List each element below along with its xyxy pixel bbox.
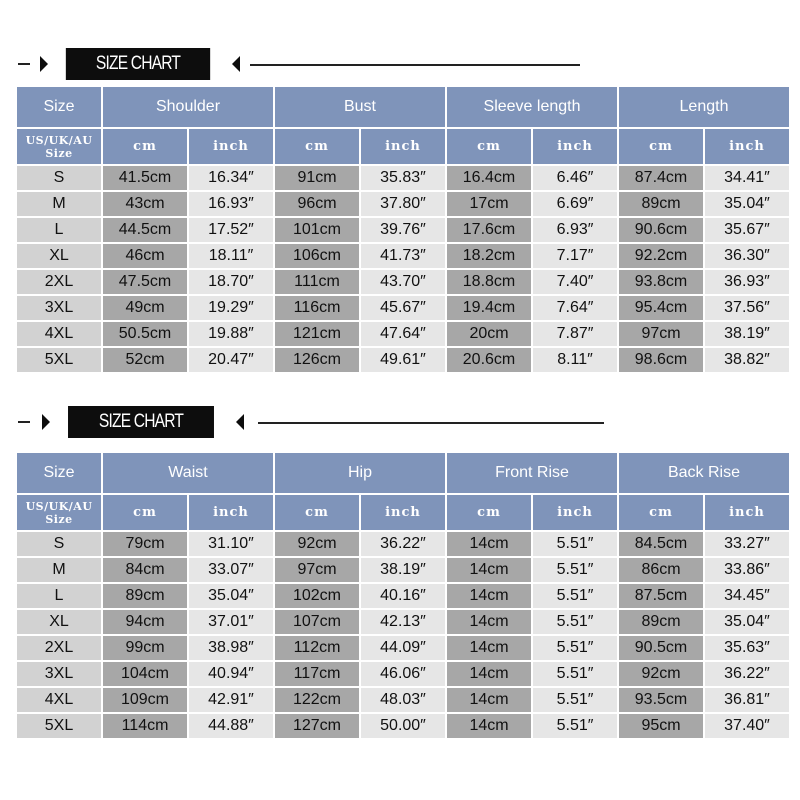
banner-rule	[250, 64, 580, 66]
size-cell: S	[17, 166, 101, 190]
column-header: Waist	[103, 453, 273, 493]
size-cell: 3XL	[17, 662, 101, 686]
cm-cell: 79cm	[103, 532, 187, 556]
size-cell: M	[17, 558, 101, 582]
inch-cell: 5.51″	[533, 558, 617, 582]
inch-cell: 44.09″	[361, 636, 445, 660]
unit-cm: cm	[275, 495, 359, 530]
banner-dash	[18, 63, 30, 65]
table-row	[17, 584, 789, 608]
banner-notch-right	[232, 56, 240, 72]
table-row	[17, 610, 789, 634]
cm-cell: 101cm	[275, 218, 359, 242]
size-cell: 2XL	[17, 270, 101, 294]
inch-cell: 6.93″	[533, 218, 617, 242]
table-row	[17, 558, 789, 582]
cm-cell: 102cm	[275, 584, 359, 608]
unit-cm: cm	[447, 495, 531, 530]
column-header: Length	[619, 87, 789, 127]
inch-cell: 7.40″	[533, 270, 617, 294]
inch-cell: 33.07″	[189, 558, 273, 582]
inch-cell: 50.00″	[361, 714, 445, 738]
unit-row	[17, 495, 789, 530]
cm-cell: 90.5cm	[619, 636, 703, 660]
inch-cell: 8.11″	[533, 348, 617, 372]
inch-cell: 44.88″	[189, 714, 273, 738]
size-cell: XL	[17, 610, 101, 634]
cm-cell: 111cm	[275, 270, 359, 294]
unit-cm: cm	[447, 129, 531, 164]
header-row	[17, 453, 789, 493]
inch-cell: 40.94″	[189, 662, 273, 686]
unit-inch: inch	[705, 495, 789, 530]
inch-cell: 5.51″	[533, 662, 617, 686]
cm-cell: 127cm	[275, 714, 359, 738]
banner-notch-right	[236, 414, 244, 430]
unit-cm: cm	[275, 129, 359, 164]
cm-cell: 14cm	[447, 688, 531, 712]
size-header: Size	[17, 87, 101, 127]
inch-cell: 35.83″	[361, 166, 445, 190]
cm-cell: 99cm	[103, 636, 187, 660]
cm-cell: 95cm	[619, 714, 703, 738]
inch-cell: 19.88″	[189, 322, 273, 346]
inch-cell: 34.41″	[705, 166, 789, 190]
size-sub-header	[17, 129, 101, 164]
cm-cell: 86cm	[619, 558, 703, 582]
size-sub-line: US/UK/AU	[25, 133, 93, 147]
cm-cell: 14cm	[447, 532, 531, 556]
inch-cell: 38.19″	[705, 322, 789, 346]
cm-cell: 116cm	[275, 296, 359, 320]
cm-cell: 87.5cm	[619, 584, 703, 608]
inch-cell: 16.93″	[189, 192, 273, 216]
cm-cell: 94cm	[103, 610, 187, 634]
unit-inch: inch	[361, 129, 445, 164]
inch-cell: 6.46″	[533, 166, 617, 190]
inch-cell: 36.30″	[705, 244, 789, 268]
size-chart-banner-1	[0, 44, 800, 84]
cm-cell: 43cm	[103, 192, 187, 216]
inch-cell: 18.70″	[189, 270, 273, 294]
cm-cell: 109cm	[103, 688, 187, 712]
cm-cell: 89cm	[103, 584, 187, 608]
inch-cell: 31.10″	[189, 532, 273, 556]
inch-cell: 36.93″	[705, 270, 789, 294]
unit-inch: inch	[361, 495, 445, 530]
cm-cell: 92cm	[619, 662, 703, 686]
inch-cell: 5.51″	[533, 688, 617, 712]
table-row	[17, 532, 789, 556]
inch-cell: 6.69″	[533, 192, 617, 216]
inch-cell: 43.70″	[361, 270, 445, 294]
size-sub-line: Size	[45, 146, 73, 160]
inch-cell: 5.51″	[533, 610, 617, 634]
cm-cell: 41.5cm	[103, 166, 187, 190]
cm-cell: 92cm	[275, 532, 359, 556]
cm-cell: 114cm	[103, 714, 187, 738]
size-cell: S	[17, 532, 101, 556]
cm-cell: 20cm	[447, 322, 531, 346]
inch-cell: 33.86″	[705, 558, 789, 582]
inch-cell: 35.04″	[705, 610, 789, 634]
size-header: Size	[17, 453, 101, 493]
inch-cell: 35.04″	[705, 192, 789, 216]
inch-cell: 36.22″	[361, 532, 445, 556]
inch-cell: 38.19″	[361, 558, 445, 582]
table-row	[17, 296, 789, 320]
unit-row	[17, 129, 789, 164]
inch-cell: 5.51″	[533, 714, 617, 738]
inch-cell: 39.76″	[361, 218, 445, 242]
unit-cm: cm	[619, 129, 703, 164]
inch-cell: 40.16″	[361, 584, 445, 608]
banner-title: SIZE CHART	[66, 48, 210, 80]
inch-cell: 47.64″	[361, 322, 445, 346]
cm-cell: 46cm	[103, 244, 187, 268]
column-header: Front Rise	[447, 453, 617, 493]
table-row	[17, 714, 789, 738]
table-row	[17, 322, 789, 346]
banner-dash	[18, 421, 30, 423]
inch-cell: 7.64″	[533, 296, 617, 320]
cm-cell: 49cm	[103, 296, 187, 320]
unit-inch: inch	[533, 129, 617, 164]
size-cell: 4XL	[17, 322, 101, 346]
cm-cell: 104cm	[103, 662, 187, 686]
inch-cell: 35.63″	[705, 636, 789, 660]
inch-cell: 48.03″	[361, 688, 445, 712]
table-row	[17, 348, 789, 372]
size-chart-banner-2	[0, 402, 800, 442]
table-row	[17, 688, 789, 712]
unit-cm: cm	[103, 495, 187, 530]
inch-cell: 7.87″	[533, 322, 617, 346]
table-body	[17, 166, 789, 372]
banner-rule	[258, 422, 604, 424]
inch-cell: 49.61″	[361, 348, 445, 372]
cm-cell: 14cm	[447, 636, 531, 660]
size-cell: 3XL	[17, 296, 101, 320]
inch-cell: 38.82″	[705, 348, 789, 372]
inch-cell: 38.98″	[189, 636, 273, 660]
column-header: Back Rise	[619, 453, 789, 493]
size-cell: 4XL	[17, 688, 101, 712]
cm-cell: 14cm	[447, 714, 531, 738]
inch-cell: 41.73″	[361, 244, 445, 268]
inch-cell: 42.91″	[189, 688, 273, 712]
cm-cell: 14cm	[447, 558, 531, 582]
size-sub-line: US/UK/AU	[25, 499, 93, 513]
cm-cell: 112cm	[275, 636, 359, 660]
cm-cell: 84cm	[103, 558, 187, 582]
unit-cm: cm	[619, 495, 703, 530]
inch-cell: 37.01″	[189, 610, 273, 634]
cm-cell: 87.4cm	[619, 166, 703, 190]
table-row	[17, 662, 789, 686]
size-sub-line: Size	[45, 512, 73, 526]
cm-cell: 44.5cm	[103, 218, 187, 242]
inch-cell: 5.51″	[533, 532, 617, 556]
table-row	[17, 166, 789, 190]
inch-cell: 18.11″	[189, 244, 273, 268]
inch-cell: 37.40″	[705, 714, 789, 738]
cm-cell: 106cm	[275, 244, 359, 268]
cm-cell: 126cm	[275, 348, 359, 372]
inch-cell: 17.52″	[189, 218, 273, 242]
size-cell: 2XL	[17, 636, 101, 660]
inch-cell: 37.56″	[705, 296, 789, 320]
size-sub-header	[17, 495, 101, 530]
cm-cell: 17cm	[447, 192, 531, 216]
cm-cell: 90.6cm	[619, 218, 703, 242]
cm-cell: 16.4cm	[447, 166, 531, 190]
banner-title: SIZE CHART	[68, 406, 214, 438]
banner-notch-left	[42, 414, 50, 430]
column-header: Bust	[275, 87, 445, 127]
cm-cell: 89cm	[619, 610, 703, 634]
size-chart-table-2	[15, 451, 791, 740]
cm-cell: 121cm	[275, 322, 359, 346]
cm-cell: 89cm	[619, 192, 703, 216]
column-header: Hip	[275, 453, 445, 493]
cm-cell: 84.5cm	[619, 532, 703, 556]
inch-cell: 35.67″	[705, 218, 789, 242]
inch-cell: 19.29″	[189, 296, 273, 320]
cm-cell: 93.5cm	[619, 688, 703, 712]
table-body	[17, 532, 789, 738]
cm-cell: 19.4cm	[447, 296, 531, 320]
size-cell: XL	[17, 244, 101, 268]
cm-cell: 91cm	[275, 166, 359, 190]
cm-cell: 122cm	[275, 688, 359, 712]
cm-cell: 93.8cm	[619, 270, 703, 294]
inch-cell: 5.51″	[533, 584, 617, 608]
cm-cell: 97cm	[275, 558, 359, 582]
size-chart-table-1	[15, 85, 791, 374]
inch-cell: 37.80″	[361, 192, 445, 216]
cm-cell: 96cm	[275, 192, 359, 216]
size-cell: L	[17, 584, 101, 608]
cm-cell: 98.6cm	[619, 348, 703, 372]
cm-cell: 95.4cm	[619, 296, 703, 320]
unit-inch: inch	[533, 495, 617, 530]
cm-cell: 14cm	[447, 662, 531, 686]
column-header: Shoulder	[103, 87, 273, 127]
unit-inch: inch	[189, 129, 273, 164]
inch-cell: 36.22″	[705, 662, 789, 686]
inch-cell: 5.51″	[533, 636, 617, 660]
header-row	[17, 87, 789, 127]
table-row	[17, 244, 789, 268]
inch-cell: 33.27″	[705, 532, 789, 556]
table-row	[17, 218, 789, 242]
inch-cell: 36.81″	[705, 688, 789, 712]
table-row	[17, 270, 789, 294]
table-row	[17, 636, 789, 660]
column-header: Sleeve length	[447, 87, 617, 127]
inch-cell: 46.06″	[361, 662, 445, 686]
cm-cell: 52cm	[103, 348, 187, 372]
cm-cell: 97cm	[619, 322, 703, 346]
cm-cell: 20.6cm	[447, 348, 531, 372]
unit-inch: inch	[189, 495, 273, 530]
cm-cell: 17.6cm	[447, 218, 531, 242]
inch-cell: 42.13″	[361, 610, 445, 634]
cm-cell: 14cm	[447, 610, 531, 634]
cm-cell: 50.5cm	[103, 322, 187, 346]
cm-cell: 14cm	[447, 584, 531, 608]
cm-cell: 117cm	[275, 662, 359, 686]
inch-cell: 16.34″	[189, 166, 273, 190]
inch-cell: 35.04″	[189, 584, 273, 608]
inch-cell: 45.67″	[361, 296, 445, 320]
unit-cm: cm	[103, 129, 187, 164]
size-cell: 5XL	[17, 714, 101, 738]
inch-cell: 7.17″	[533, 244, 617, 268]
size-cell: 5XL	[17, 348, 101, 372]
cm-cell: 107cm	[275, 610, 359, 634]
size-cell: L	[17, 218, 101, 242]
cm-cell: 47.5cm	[103, 270, 187, 294]
inch-cell: 20.47″	[189, 348, 273, 372]
table-row	[17, 192, 789, 216]
banner-notch-left	[40, 56, 48, 72]
cm-cell: 92.2cm	[619, 244, 703, 268]
cm-cell: 18.2cm	[447, 244, 531, 268]
size-cell: M	[17, 192, 101, 216]
unit-inch: inch	[705, 129, 789, 164]
cm-cell: 18.8cm	[447, 270, 531, 294]
inch-cell: 34.45″	[705, 584, 789, 608]
